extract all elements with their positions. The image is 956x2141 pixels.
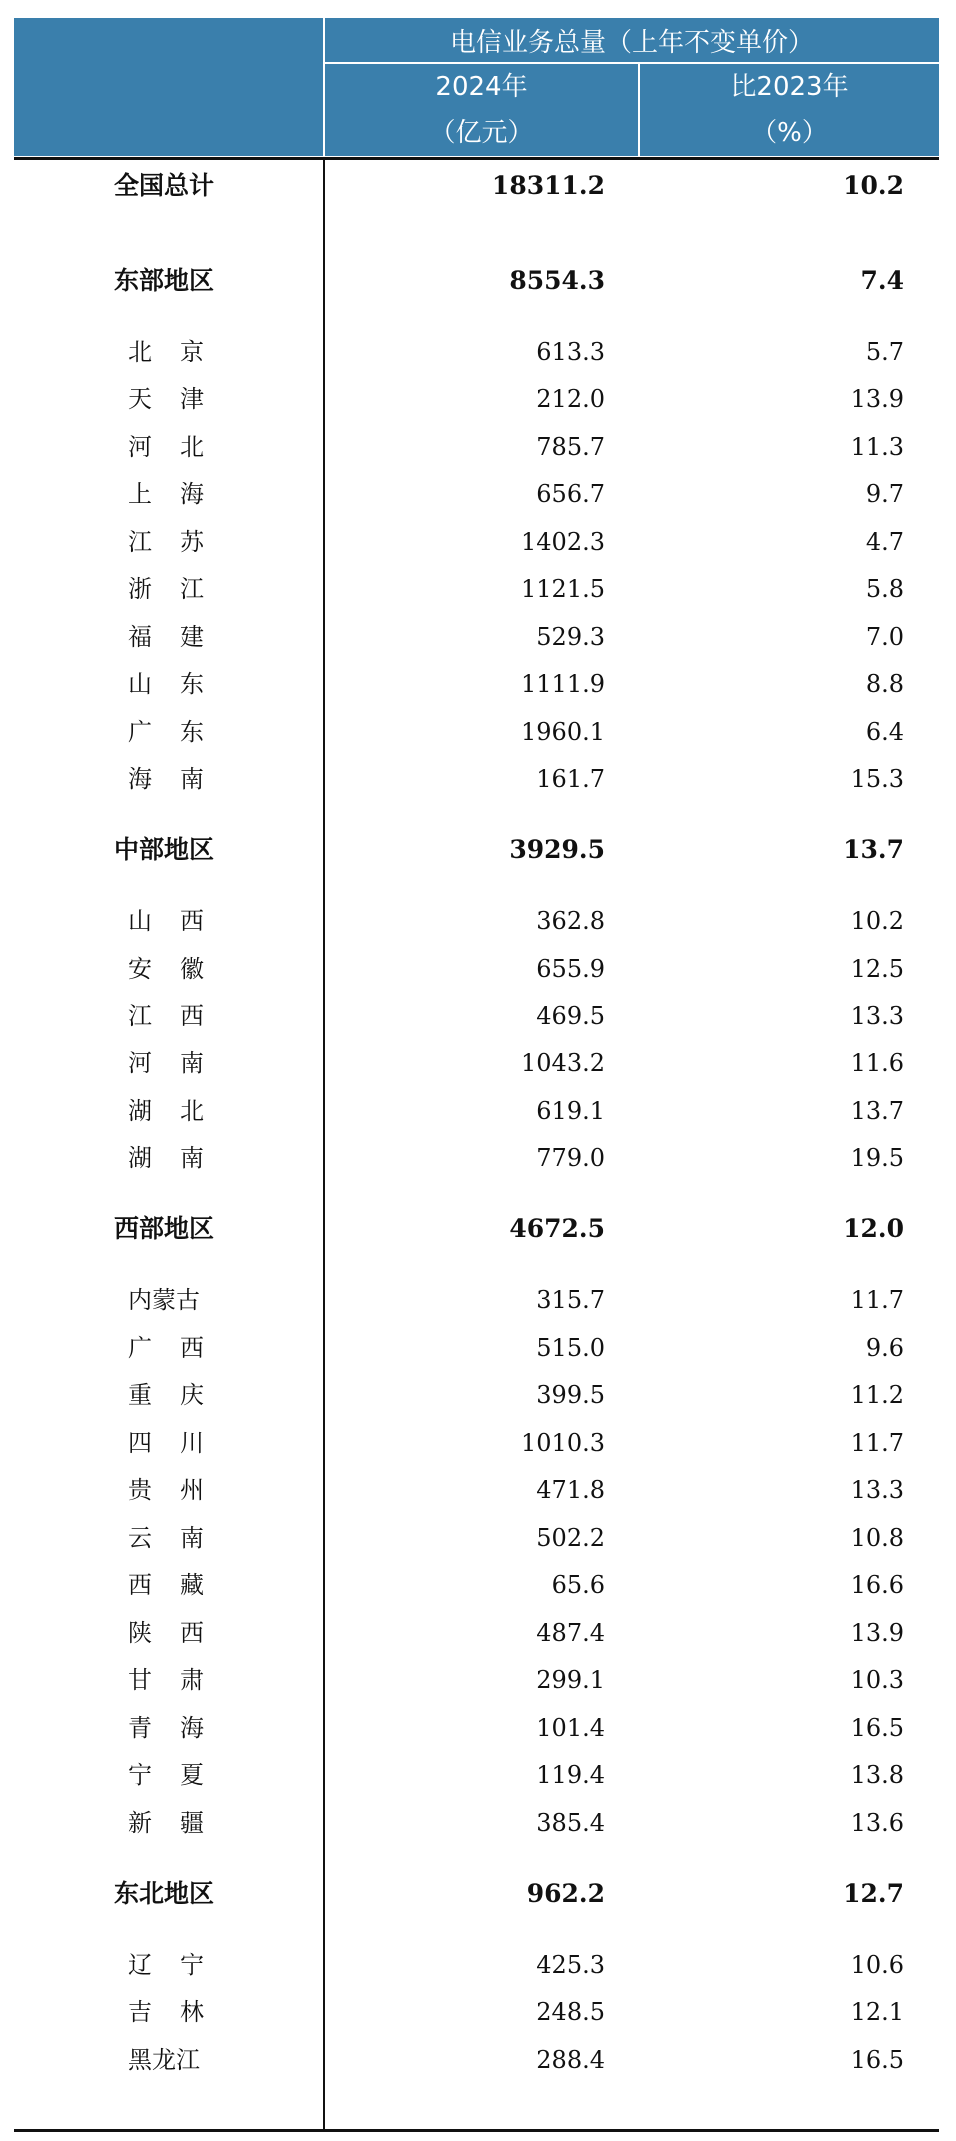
row-name: 西藏: [128, 1571, 232, 1599]
table-row: [14, 661, 939, 707]
growth-header-unit: （%）: [751, 118, 828, 148]
row-name: 东部地区: [114, 266, 215, 295]
row-growth-value: 13.6: [850, 1809, 904, 1837]
table-row: [14, 329, 939, 375]
group-title-text: 电信业务总量（上年不变单价）: [449, 27, 814, 58]
row-growth-value: 13.3: [850, 1476, 904, 1504]
row-growth-value: 6.4: [865, 718, 904, 746]
table-row: [14, 1325, 939, 1371]
row-volume-value: 1402.3: [521, 528, 605, 556]
region-summary-row: [14, 258, 939, 304]
row-volume-value: 1960.1: [521, 718, 605, 746]
row-volume-value: 779.0: [536, 1144, 605, 1172]
table-row: [14, 471, 939, 517]
row-name: 湖北: [128, 1097, 232, 1125]
row-volume-value: 288.4: [536, 2046, 605, 2074]
row-growth-value: 13.7: [850, 1097, 904, 1125]
row-name: 重庆: [128, 1381, 232, 1409]
row-growth-value: 16.6: [850, 1571, 904, 1599]
row-growth-value: 10.6: [850, 1951, 904, 1979]
row-name: 新疆: [128, 1809, 232, 1837]
row-growth-value: 11.6: [850, 1049, 904, 1077]
row-name: 海南: [128, 765, 232, 793]
row-name: 福建: [128, 623, 232, 651]
row-volume-value: 315.7: [536, 1286, 605, 1314]
row-growth-value: 10.2: [850, 907, 904, 935]
row-growth-value: 12.7: [843, 1879, 904, 1908]
row-volume-value: 487.4: [536, 1619, 605, 1647]
row-name: 山西: [128, 907, 232, 935]
table-row: [14, 1562, 939, 1608]
row-growth-value: 16.5: [850, 2046, 904, 2074]
row-growth-value: 8.8: [865, 670, 904, 698]
row-volume-value: 962.2: [526, 1879, 605, 1908]
row-name: 黑龙江: [128, 2046, 200, 2074]
row-growth-value: 5.7: [865, 338, 904, 366]
row-name: 北京: [128, 338, 232, 366]
row-volume-value: 65.6: [551, 1571, 605, 1599]
row-volume-value: 529.3: [536, 623, 605, 651]
row-volume-value: 4672.5: [509, 1214, 605, 1243]
row-name: 湖南: [128, 1144, 232, 1172]
table-bottom-rule: [14, 2129, 939, 2132]
row-name: 吉林: [128, 1998, 232, 2026]
row-volume-value: 502.2: [536, 1524, 605, 1552]
row-growth-value: 11.7: [850, 1286, 904, 1314]
table-row: [14, 1040, 939, 1086]
row-name: 全国总计: [114, 171, 215, 200]
row-growth-value: 9.7: [865, 480, 904, 508]
row-growth-value: 13.9: [850, 385, 904, 413]
table-row: [14, 1705, 939, 1751]
row-volume-value: 469.5: [536, 1002, 605, 1030]
table-row: [14, 566, 939, 612]
row-volume-value: 8554.3: [509, 266, 605, 295]
row-volume-value: 212.0: [536, 385, 605, 413]
row-volume-value: 655.9: [536, 955, 605, 983]
row-growth-value: 15.3: [850, 765, 904, 793]
region-summary-row: [14, 1206, 939, 1252]
table-header-volume: [325, 64, 638, 156]
row-growth-value: 13.8: [850, 1761, 904, 1789]
table-top-rule: [14, 157, 939, 160]
table-row: [14, 2037, 939, 2083]
table-row: [14, 519, 939, 565]
table-row: [14, 424, 939, 470]
table-row: [14, 1657, 939, 1703]
row-name: 东北地区: [114, 1879, 215, 1908]
row-volume-value: 248.5: [536, 1998, 605, 2026]
row-name: 上海: [128, 480, 232, 508]
region-summary-row: [14, 827, 939, 873]
row-volume-value: 613.3: [536, 338, 605, 366]
row-growth-value: 12.5: [850, 955, 904, 983]
row-name: 江苏: [128, 528, 232, 556]
table-row: [14, 1800, 939, 1846]
telecom-volume-table: [14, 18, 939, 2132]
row-name: 四川: [128, 1429, 232, 1457]
row-name: 河南: [128, 1049, 232, 1077]
table-row: [14, 709, 939, 755]
table-header-group-title: [325, 18, 939, 62]
table-row: [14, 756, 939, 802]
row-name: 青海: [128, 1714, 232, 1742]
row-name: 浙江: [128, 575, 232, 603]
row-name: 辽宁: [128, 1951, 232, 1979]
row-volume-value: 515.0: [536, 1334, 605, 1362]
table-row: [14, 1515, 939, 1561]
volume-header-unit: （亿元）: [429, 118, 534, 148]
row-growth-value: 11.3: [850, 433, 904, 461]
volume-header-year: 2024年: [435, 72, 528, 102]
table-header-growth: [640, 64, 939, 156]
table-row: [14, 1372, 939, 1418]
row-volume-value: 1010.3: [521, 1429, 605, 1457]
table-row: [14, 614, 939, 660]
row-volume-value: 785.7: [536, 433, 605, 461]
row-volume-value: 425.3: [536, 1951, 605, 1979]
row-growth-value: 12.0: [843, 1214, 904, 1243]
table-row: [14, 376, 939, 422]
table-row: [14, 993, 939, 1039]
row-growth-value: 4.7: [865, 528, 904, 556]
row-name: 宁夏: [128, 1761, 232, 1789]
row-volume-value: 1043.2: [521, 1049, 605, 1077]
region-summary-row: [14, 163, 939, 209]
row-name: 天津: [128, 385, 232, 413]
row-name: 中部地区: [114, 835, 215, 864]
region-summary-row: [14, 1871, 939, 1917]
row-volume-value: 119.4: [536, 1761, 605, 1789]
row-name: 广西: [128, 1334, 232, 1362]
row-growth-value: 7.4: [860, 266, 904, 295]
row-name: 广东: [128, 718, 232, 746]
row-name: 甘肃: [128, 1666, 232, 1694]
row-volume-value: 385.4: [536, 1809, 605, 1837]
table-row: [14, 898, 939, 944]
row-name: 山东: [128, 670, 232, 698]
table-row: [14, 1088, 939, 1134]
table-row: [14, 1752, 939, 1798]
row-volume-value: 1111.9: [521, 670, 605, 698]
row-volume-value: 619.1: [536, 1097, 605, 1125]
row-volume-value: 362.8: [536, 907, 605, 935]
row-name: 内蒙古: [128, 1286, 200, 1314]
row-growth-value: 12.1: [850, 1998, 904, 2026]
table-row: [14, 1135, 939, 1181]
row-name: 云南: [128, 1524, 232, 1552]
growth-header-label: 比2023年: [730, 72, 849, 102]
row-volume-value: 18311.2: [491, 171, 605, 200]
row-growth-value: 13.7: [843, 835, 904, 864]
table-row: [14, 1610, 939, 1656]
table-row: [14, 1420, 939, 1466]
row-growth-value: 11.2: [850, 1381, 904, 1409]
row-volume-value: 471.8: [536, 1476, 605, 1504]
row-name: 贵州: [128, 1476, 232, 1504]
table-row: [14, 1277, 939, 1323]
row-volume-value: 399.5: [536, 1381, 605, 1409]
table-row: [14, 946, 939, 992]
row-name: 安徽: [128, 955, 232, 983]
row-volume-value: 161.7: [536, 765, 605, 793]
table-row: [14, 1467, 939, 1513]
row-growth-value: 9.6: [865, 1334, 904, 1362]
row-growth-value: 13.9: [850, 1619, 904, 1647]
row-name: 江西: [128, 1002, 232, 1030]
row-name: 西部地区: [114, 1214, 215, 1243]
row-growth-value: 10.2: [843, 171, 904, 200]
row-volume-value: 299.1: [536, 1666, 605, 1694]
row-growth-value: 10.3: [850, 1666, 904, 1694]
row-volume-value: 3929.5: [509, 835, 605, 864]
table-row: [14, 1989, 939, 2035]
row-growth-value: 5.8: [865, 575, 904, 603]
row-growth-value: 19.5: [850, 1144, 904, 1172]
row-volume-value: 656.7: [536, 480, 605, 508]
row-name: 河北: [128, 433, 232, 461]
row-growth-value: 7.0: [865, 623, 904, 651]
table-row: [14, 1942, 939, 1988]
row-volume-value: 1121.5: [521, 575, 605, 603]
table-header-region-cell: [14, 18, 323, 156]
row-growth-value: 10.8: [850, 1524, 904, 1552]
row-growth-value: 11.7: [850, 1429, 904, 1457]
row-volume-value: 101.4: [536, 1714, 605, 1742]
row-growth-value: 16.5: [850, 1714, 904, 1742]
row-growth-value: 13.3: [850, 1002, 904, 1030]
row-name: 陕西: [128, 1619, 232, 1647]
